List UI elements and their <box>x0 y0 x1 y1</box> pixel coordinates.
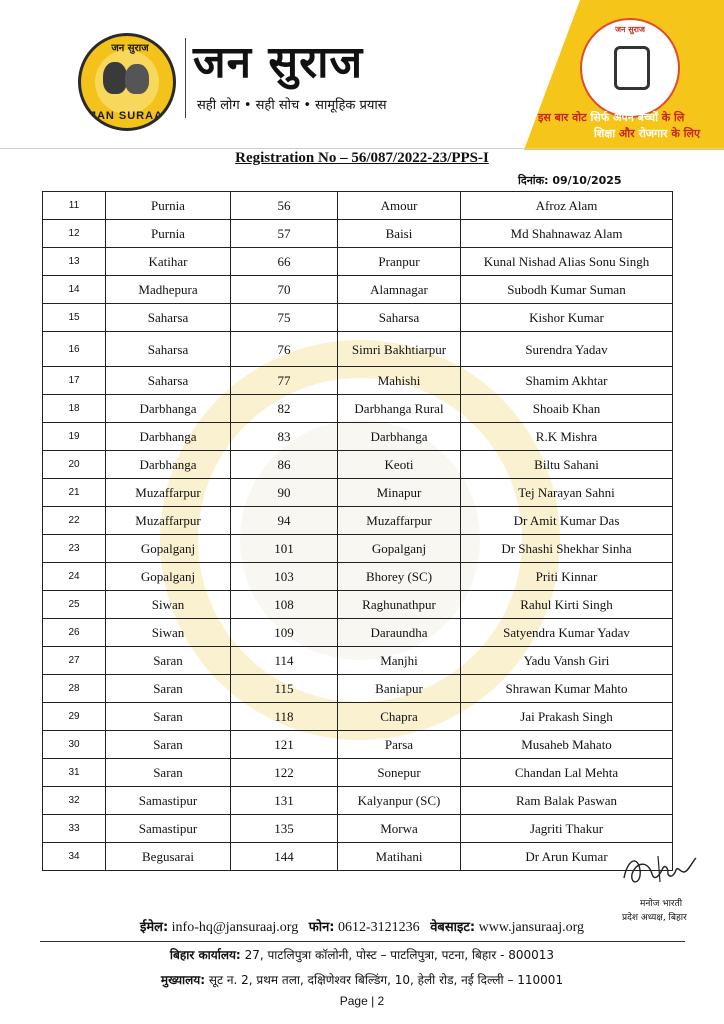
table-row <box>43 423 673 451</box>
serial-number-cell: 23 <box>43 535 106 563</box>
constituency-cell: Gopalganj <box>338 535 461 563</box>
constituency-cell: Simri Bakhtiarpur <box>338 332 461 367</box>
candidate-cell: Dr Amit Kumar Das <box>461 507 673 535</box>
candidate-table-body <box>43 192 673 871</box>
constituency-cell: Baniapur <box>338 675 461 703</box>
candidate-cell: Dr Shashi Shekhar Sinha <box>461 535 673 563</box>
table-row <box>43 304 673 332</box>
district-cell: Katihar <box>106 248 231 276</box>
constituency-number-cell: 77 <box>231 367 338 395</box>
serial-number-cell: 28 <box>43 675 106 703</box>
constituency-number-cell: 76 <box>231 332 338 367</box>
candidate-cell: Shrawan Kumar Mahto <box>461 675 673 703</box>
table-row <box>43 479 673 507</box>
serial-number-cell: 15 <box>43 304 106 332</box>
bihar-office-address <box>0 946 724 963</box>
district-cell: Purnia <box>106 192 231 220</box>
constituency-cell: Kalyanpur (SC) <box>338 787 461 815</box>
constituency-number-cell: 56 <box>231 192 338 220</box>
slogan-line-2: शिक्षा और रोजगार के लिए <box>594 127 701 140</box>
constituency-cell: Mahishi <box>338 367 461 395</box>
table-row <box>43 675 673 703</box>
slogan-line-1: इस बार वोट सिर्फ अपने बच्चों के लि <box>538 111 685 124</box>
serial-number-cell: 21 <box>43 479 106 507</box>
constituency-number-cell: 90 <box>231 479 338 507</box>
constituency-cell: Sonepur <box>338 759 461 787</box>
jan-suraaj-logo <box>78 33 176 131</box>
hq-value: सूट न. 2, प्रथम तला, दक्षिणेश्वर बिल्डिंग, 10, हेली रोड, नई दिल्ली – 110001 <box>208 973 564 987</box>
website-value: www.jansuraaj.org <box>478 920 585 935</box>
constituency-cell: Baisi <box>338 220 461 248</box>
constituency-number-cell: 103 <box>231 563 338 591</box>
table-row <box>43 759 673 787</box>
candidate-cell: Md Shahnawaz Alam <box>461 220 673 248</box>
table-row <box>43 563 673 591</box>
table-row <box>43 535 673 563</box>
district-cell: Muzaffarpur <box>106 507 231 535</box>
district-cell: Saharsa <box>106 367 231 395</box>
candidate-cell: Yadu Vansh Giri <box>461 647 673 675</box>
district-cell: Muzaffarpur <box>106 479 231 507</box>
serial-number-cell: 11 <box>43 192 106 220</box>
header-divider <box>185 38 186 118</box>
serial-number-cell: 29 <box>43 703 106 731</box>
portrait-icon <box>125 64 149 94</box>
serial-number-cell: 13 <box>43 248 106 276</box>
serial-number-cell: 27 <box>43 647 106 675</box>
table-row <box>43 507 673 535</box>
bihar-office-value: 27, पाटलिपुत्रा कॉलोनी, पोस्ट – पाटलिपुत्रा, पटना, बिहार - 800013 <box>244 948 555 962</box>
constituency-number-cell: 75 <box>231 304 338 332</box>
serial-number-cell: 34 <box>43 843 106 871</box>
phone-value: 0612-3121236 <box>338 920 420 935</box>
table-row <box>43 192 673 220</box>
candidate-cell: Tej Narayan Sahni <box>461 479 673 507</box>
constituency-cell: Pranpur <box>338 248 461 276</box>
candidate-cell: Surendra Yadav <box>461 332 673 367</box>
website-label: वेबसाइट: <box>430 920 476 935</box>
candidate-cell: Kishor Kumar <box>461 304 673 332</box>
constituency-number-cell: 122 <box>231 759 338 787</box>
table-row <box>43 276 673 304</box>
district-cell: Saran <box>106 759 231 787</box>
signatory-title: प्रदेश अध्यक्ष, बिहार <box>622 913 687 923</box>
table-row <box>43 248 673 276</box>
candidate-cell: Ram Balak Paswan <box>461 787 673 815</box>
candidate-cell: Chandan Lal Mehta <box>461 759 673 787</box>
table-row <box>43 220 673 248</box>
registration-number: Registration No – 56/087/2022-23/PPS-I <box>235 150 489 166</box>
constituency-cell: Morwa <box>338 815 461 843</box>
candidate-cell: Shamim Akhtar <box>461 367 673 395</box>
candidate-cell: Shoaib Khan <box>461 395 673 423</box>
hq-label: मुख्यालय: <box>160 973 206 987</box>
badge-text: जन सुराज <box>615 25 645 34</box>
district-cell: Saran <box>106 731 231 759</box>
constituency-number-cell: 101 <box>231 535 338 563</box>
page-number: Page | 2 <box>339 994 385 1008</box>
district-cell: Madhepura <box>106 276 231 304</box>
logo-bottom-text: JAN SURAAJ <box>89 110 171 122</box>
constituency-cell: Saharsa <box>338 304 461 332</box>
serial-number-cell: 33 <box>43 815 106 843</box>
table-row <box>43 703 673 731</box>
constituency-cell: Darbhanga <box>338 423 461 451</box>
constituency-number-cell: 144 <box>231 843 338 871</box>
candidate-cell: Kunal Nishad Alias Sonu Singh <box>461 248 673 276</box>
constituency-cell: Bhorey (SC) <box>338 563 461 591</box>
constituency-number-cell: 135 <box>231 815 338 843</box>
serial-number-cell: 12 <box>43 220 106 248</box>
table-row <box>43 451 673 479</box>
candidate-table <box>42 191 673 871</box>
candidate-cell: R.K Mishra <box>461 423 673 451</box>
serial-number-cell: 26 <box>43 619 106 647</box>
constituency-cell: Manjhi <box>338 647 461 675</box>
constituency-number-cell: 121 <box>231 731 338 759</box>
constituency-cell: Matihani <box>338 843 461 871</box>
constituency-cell: Daraundha <box>338 619 461 647</box>
letterhead <box>0 0 724 150</box>
table-row <box>43 332 673 367</box>
constituency-number-cell: 57 <box>231 220 338 248</box>
table-row <box>43 367 673 395</box>
candidate-cell: Dr Arun Kumar <box>461 843 673 871</box>
serial-number-cell: 19 <box>43 423 106 451</box>
constituency-cell: Muzaffarpur <box>338 507 461 535</box>
constituency-number-cell: 66 <box>231 248 338 276</box>
district-cell: Darbhanga <box>106 423 231 451</box>
logo-top-text: जन सुराज <box>111 43 149 54</box>
constituency-number-cell: 83 <box>231 423 338 451</box>
serial-number-cell: 20 <box>43 451 106 479</box>
portrait-icon <box>103 62 127 94</box>
district-cell: Siwan <box>106 591 231 619</box>
constituency-number-cell: 114 <box>231 647 338 675</box>
candidate-cell: Afroz Alam <box>461 192 673 220</box>
brand-title: जन सुराज <box>193 37 364 88</box>
school-bag-badge <box>580 18 680 118</box>
district-cell: Darbhanga <box>106 395 231 423</box>
school-bag-icon <box>614 46 650 90</box>
constituency-number-cell: 109 <box>231 619 338 647</box>
serial-number-cell: 30 <box>43 731 106 759</box>
serial-number-cell: 32 <box>43 787 106 815</box>
serial-number-cell: 25 <box>43 591 106 619</box>
signature <box>618 848 708 892</box>
serial-number-cell: 22 <box>43 507 106 535</box>
candidate-cell: Biltu Sahani <box>461 451 673 479</box>
candidate-cell: Jai Prakash Singh <box>461 703 673 731</box>
candidate-cell: Priti Kinnar <box>461 563 673 591</box>
district-cell: Purnia <box>106 220 231 248</box>
candidate-cell: Musaheb Mahato <box>461 731 673 759</box>
candidate-cell: Satyendra Kumar Yadav <box>461 619 673 647</box>
candidate-cell: Jagriti Thakur <box>461 815 673 843</box>
serial-number-cell: 16 <box>43 332 106 367</box>
constituency-number-cell: 131 <box>231 787 338 815</box>
brand-tagline: सही लोग • सही सोच • सामूहिक प्रयास <box>197 98 387 113</box>
district-cell: Saran <box>106 675 231 703</box>
constituency-number-cell: 86 <box>231 451 338 479</box>
district-cell: Siwan <box>106 619 231 647</box>
constituency-number-cell: 70 <box>231 276 338 304</box>
district-cell: Darbhanga <box>106 451 231 479</box>
table-row <box>43 843 673 871</box>
table-row <box>43 647 673 675</box>
constituency-cell: Darbhanga Rural <box>338 395 461 423</box>
serial-number-cell: 24 <box>43 563 106 591</box>
constituency-cell: Chapra <box>338 703 461 731</box>
signatory-name: मनोज भारती <box>640 899 683 909</box>
district-cell: Samastipur <box>106 815 231 843</box>
table-row <box>43 731 673 759</box>
phone-label: फोन: <box>308 920 335 935</box>
constituency-cell: Minapur <box>338 479 461 507</box>
table-row <box>43 619 673 647</box>
candidate-cell: Subodh Kumar Suman <box>461 276 673 304</box>
serial-number-cell: 14 <box>43 276 106 304</box>
serial-number-cell: 17 <box>43 367 106 395</box>
hq-address <box>0 971 724 988</box>
district-cell: Saharsa <box>106 332 231 367</box>
candidate-cell: Rahul Kirti Singh <box>461 591 673 619</box>
bihar-office-label: बिहार कार्यालय: <box>169 948 241 962</box>
table-row <box>43 815 673 843</box>
district-cell: Saharsa <box>106 304 231 332</box>
email-label: ईमेल: <box>139 920 169 935</box>
constituency-cell: Parsa <box>338 731 461 759</box>
constituency-number-cell: 115 <box>231 675 338 703</box>
table-row <box>43 591 673 619</box>
table-row <box>43 787 673 815</box>
constituency-number-cell: 118 <box>231 703 338 731</box>
constituency-cell: Amour <box>338 192 461 220</box>
contact-line <box>0 917 724 936</box>
constituency-number-cell: 82 <box>231 395 338 423</box>
constituency-cell: Alamnagar <box>338 276 461 304</box>
table-row <box>43 395 673 423</box>
serial-number-cell: 18 <box>43 395 106 423</box>
constituency-number-cell: 108 <box>231 591 338 619</box>
footer-rule <box>40 941 685 942</box>
header-rule <box>0 148 724 149</box>
serial-number-cell: 31 <box>43 759 106 787</box>
document-date: दिनांक: 09/10/2025 <box>518 174 622 187</box>
constituency-cell: Raghunathpur <box>338 591 461 619</box>
district-cell: Saran <box>106 647 231 675</box>
district-cell: Begusarai <box>106 843 231 871</box>
email-value: info-hq@jansuraaj.org <box>171 920 299 935</box>
district-cell: Saran <box>106 703 231 731</box>
constituency-cell: Keoti <box>338 451 461 479</box>
district-cell: Gopalganj <box>106 563 231 591</box>
district-cell: Gopalganj <box>106 535 231 563</box>
constituency-number-cell: 94 <box>231 507 338 535</box>
district-cell: Samastipur <box>106 787 231 815</box>
